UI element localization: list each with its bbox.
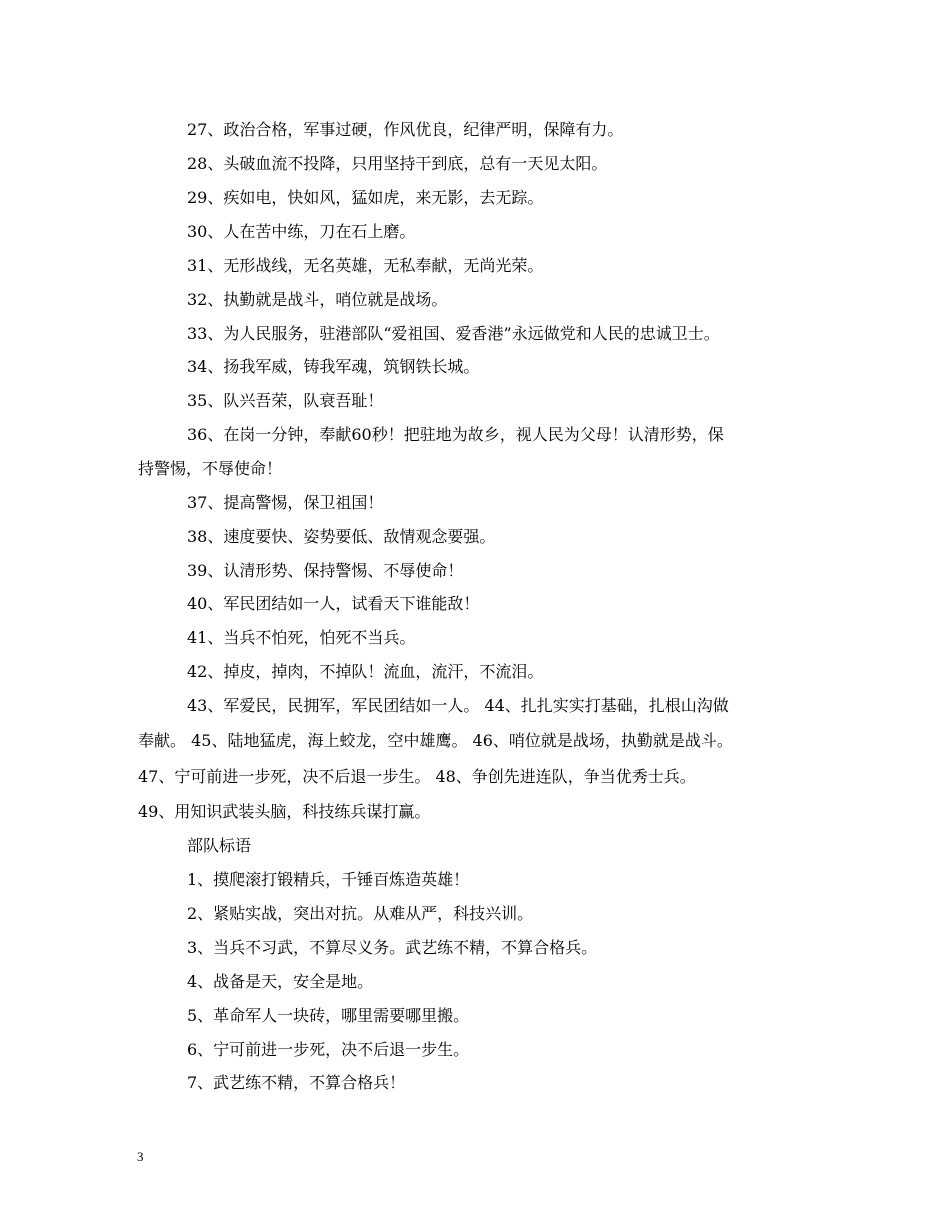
text-line: 持警惕，不辱使命！ [138,459,283,478]
text-line: 47、宁可前进一步死，决不后退一步生。 48、争创先进连队，争当优秀士兵。 [138,767,696,786]
text-line: 37、提高警惕，保卫祖国！ [187,493,384,512]
text-line: 33、为人民服务，驻港部队“爱祖国、爱香港”永远做党和人民的忠诚卫士。 [187,324,720,343]
page-number: 3 [137,1149,144,1164]
text-line: 42、掉皮，掉肉，不掉队！流血，流汗，不流泪。 [187,662,544,681]
text-line: 2、紧贴实战，突出对抗。从难从严，科技兴训。 [187,904,534,923]
text-line: 28、头破血流不投降，只用坚持干到底，总有一天见太阳。 [187,154,608,173]
text-line: 1、摸爬滚打锻精兵，千锤百炼造英雄！ [187,870,470,889]
text-line: 40、军民团结如一人，试看天下谁能敌！ [187,594,480,613]
text-line: 奉献。 45、陆地猛虎，海上蛟龙，空中雄鹰。 46、哨位就是战场，执勤就是战斗。 [138,731,733,750]
text-line: 5、革命军人一块砖，哪里需要哪里搬。 [187,1006,470,1025]
text-line: 39、认清形势、保持警惕、不辱使命！ [187,561,464,580]
text-line: 3、当兵不习武，不算尽义务。武艺练不精，不算合格兵。 [187,938,598,957]
text-line: 35、队兴吾荣，队衰吾耻！ [187,391,384,410]
text-line: 41、当兵不怕死，怕死不当兵。 [187,628,416,647]
text-line: 31、无形战线，无名英雄，无私奉献，无尚光荣。 [187,256,544,275]
text-line: 32、执勤就是战斗，哨位就是战场。 [187,290,448,309]
text-line: 27、政治合格，军事过硬，作风优良，纪律严明，保障有力。 [187,120,624,139]
text-line: 49、用知识武装头脑，科技练兵谋打赢。 [138,802,431,821]
text-line: 38、速度要快、姿势要低、敌情观念要强。 [187,527,496,546]
text-line: 6、宁可前进一步死，决不后退一步生。 [187,1040,470,1059]
text-line: 36、在岗一分钟，奉献60秒！把驻地为故乡，视人民为父母！认清形势，保 [187,425,724,444]
text-line: 34、扬我军威，铸我军魂，筑钢铁长城。 [187,357,480,376]
text-line: 43、军爱民，民拥军，军民团结如一人。 44、扎扎实实打基础，扎根山沟做 [187,696,729,715]
text-line: 30、人在苦中练，刀在石上磨。 [187,222,416,241]
section-heading: 部队标语 [187,836,252,855]
text-line: 4、战备是天，安全是地。 [187,972,374,991]
text-line: 29、疾如电，快如风，猛如虎，来无影，去无踪。 [187,188,544,207]
text-line: 7、武艺练不精，不算合格兵！ [187,1073,406,1092]
